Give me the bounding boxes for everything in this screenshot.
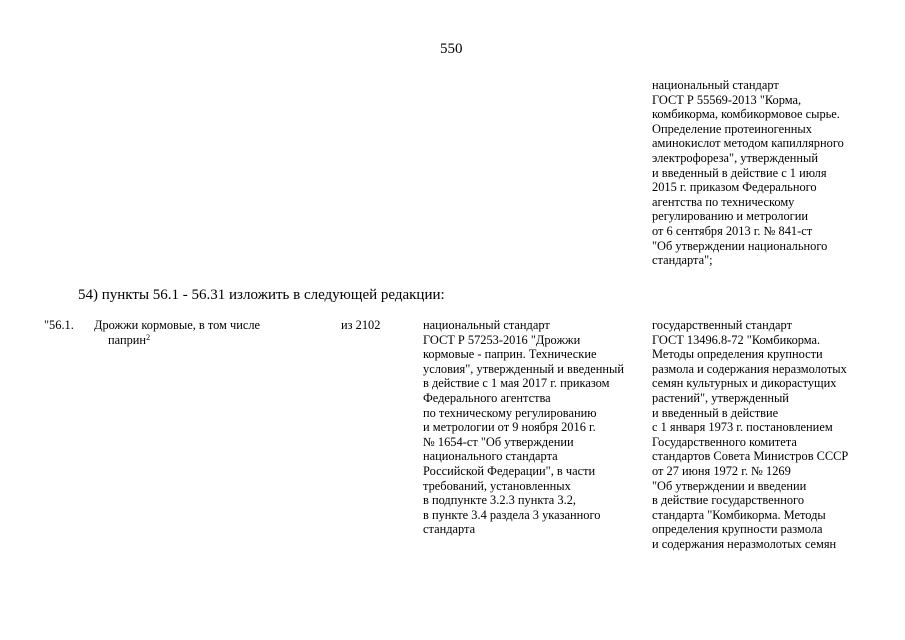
continued-standard-text [652,78,882,268]
product-name-line [94,333,324,348]
text-line: национальный стандарт [652,78,779,92]
text-line: стандарта "Комбикорма. Методы [652,507,826,522]
footnote-marker: 2 [146,332,151,342]
product-name-line: Дрожжи кормовые, в том числе [94,318,261,332]
text-line: стандартов Совета Министров СССР [652,449,849,464]
text-line: от 27 июня 1972 г. № 1269 [652,463,791,478]
text-line: определения крупности размола [652,522,823,537]
page-number: 550 [440,41,463,57]
text-line: и содержания неразмолотых семян [652,536,837,551]
text-line: и введенный в действие с 1 июля [652,165,827,180]
text-line: национального стандарта [423,449,558,464]
text-line: кормовые - паприн. Технические [423,347,597,362]
text-line: ГОСТ Р 55569-2013 "Корма, [652,92,802,107]
text-line: Федерального агентства [423,390,551,405]
text-line: "Об утверждении национального [652,238,828,253]
text-line: в действие с 1 мая 2017 г. приказом [423,376,610,391]
item-code: "56.1. [44,318,74,332]
product-name-text: паприн [108,332,147,347]
text-line: в действие государственного [652,493,805,508]
text-line: регулированию и метрологии [652,209,809,224]
text-line: и введенный в действие [652,405,779,420]
text-line: от 6 сентября 2013 г. № 841-ст [652,223,813,238]
text-line: размола и содержания неразмолотых [652,361,847,376]
text-line: условия", утвержденный и введенный [423,361,624,376]
requirements-standard [423,318,643,537]
text-line: № 1654-ст "Об утверждении [423,434,574,449]
tnved-code: из 2102 [341,318,381,332]
text-line: агентства по техническому [652,194,795,209]
text-line: по техническому регулированию [423,405,597,420]
text-line: Определение протеиногенных [652,121,812,136]
product-name [94,318,324,347]
text-line: в подпункте 3.2.3 пункта 3.2, [423,493,576,508]
text-line: 2015 г. приказом Федерального [652,180,817,195]
text-line: ГОСТ 13496.8-72 "Комбикорма. [652,332,821,347]
text-line: Российской Федерации", в части [423,463,596,478]
text-line: комбикорма, комбикормовое сырье. [652,107,840,122]
text-line: "Об утверждении и введении [652,478,807,493]
text-line: государственный стандарт [652,318,792,332]
text-line: национальный стандарт [423,318,550,332]
text-line: аминокислот методом капиллярного [652,136,844,151]
text-line: Государственного комитета [652,434,797,449]
text-line: в пункте 3.4 раздела 3 указанного [423,507,601,522]
method-standard [652,318,892,552]
text-line: семян культурных и дикорастущих [652,376,837,391]
text-line: с 1 января 1973 г. постановлением [652,420,833,435]
text-line: требований, установленных [423,478,571,493]
text-line: ГОСТ Р 57253-2016 "Дрожжи [423,332,581,347]
text-line: Методы определения крупности [652,347,823,362]
text-line: электрофореза", утвержденный [652,150,818,165]
amendment-instruction: 54) пункты 56.1 - 56.31 изложить в следующей редакции: [78,287,445,303]
text-line: стандарта [423,522,476,537]
text-line: растений", утвержденный [652,390,789,405]
text-line: и метрологии от 9 ноября 2016 г. [423,420,596,435]
text-line: стандарта"; [652,253,713,268]
